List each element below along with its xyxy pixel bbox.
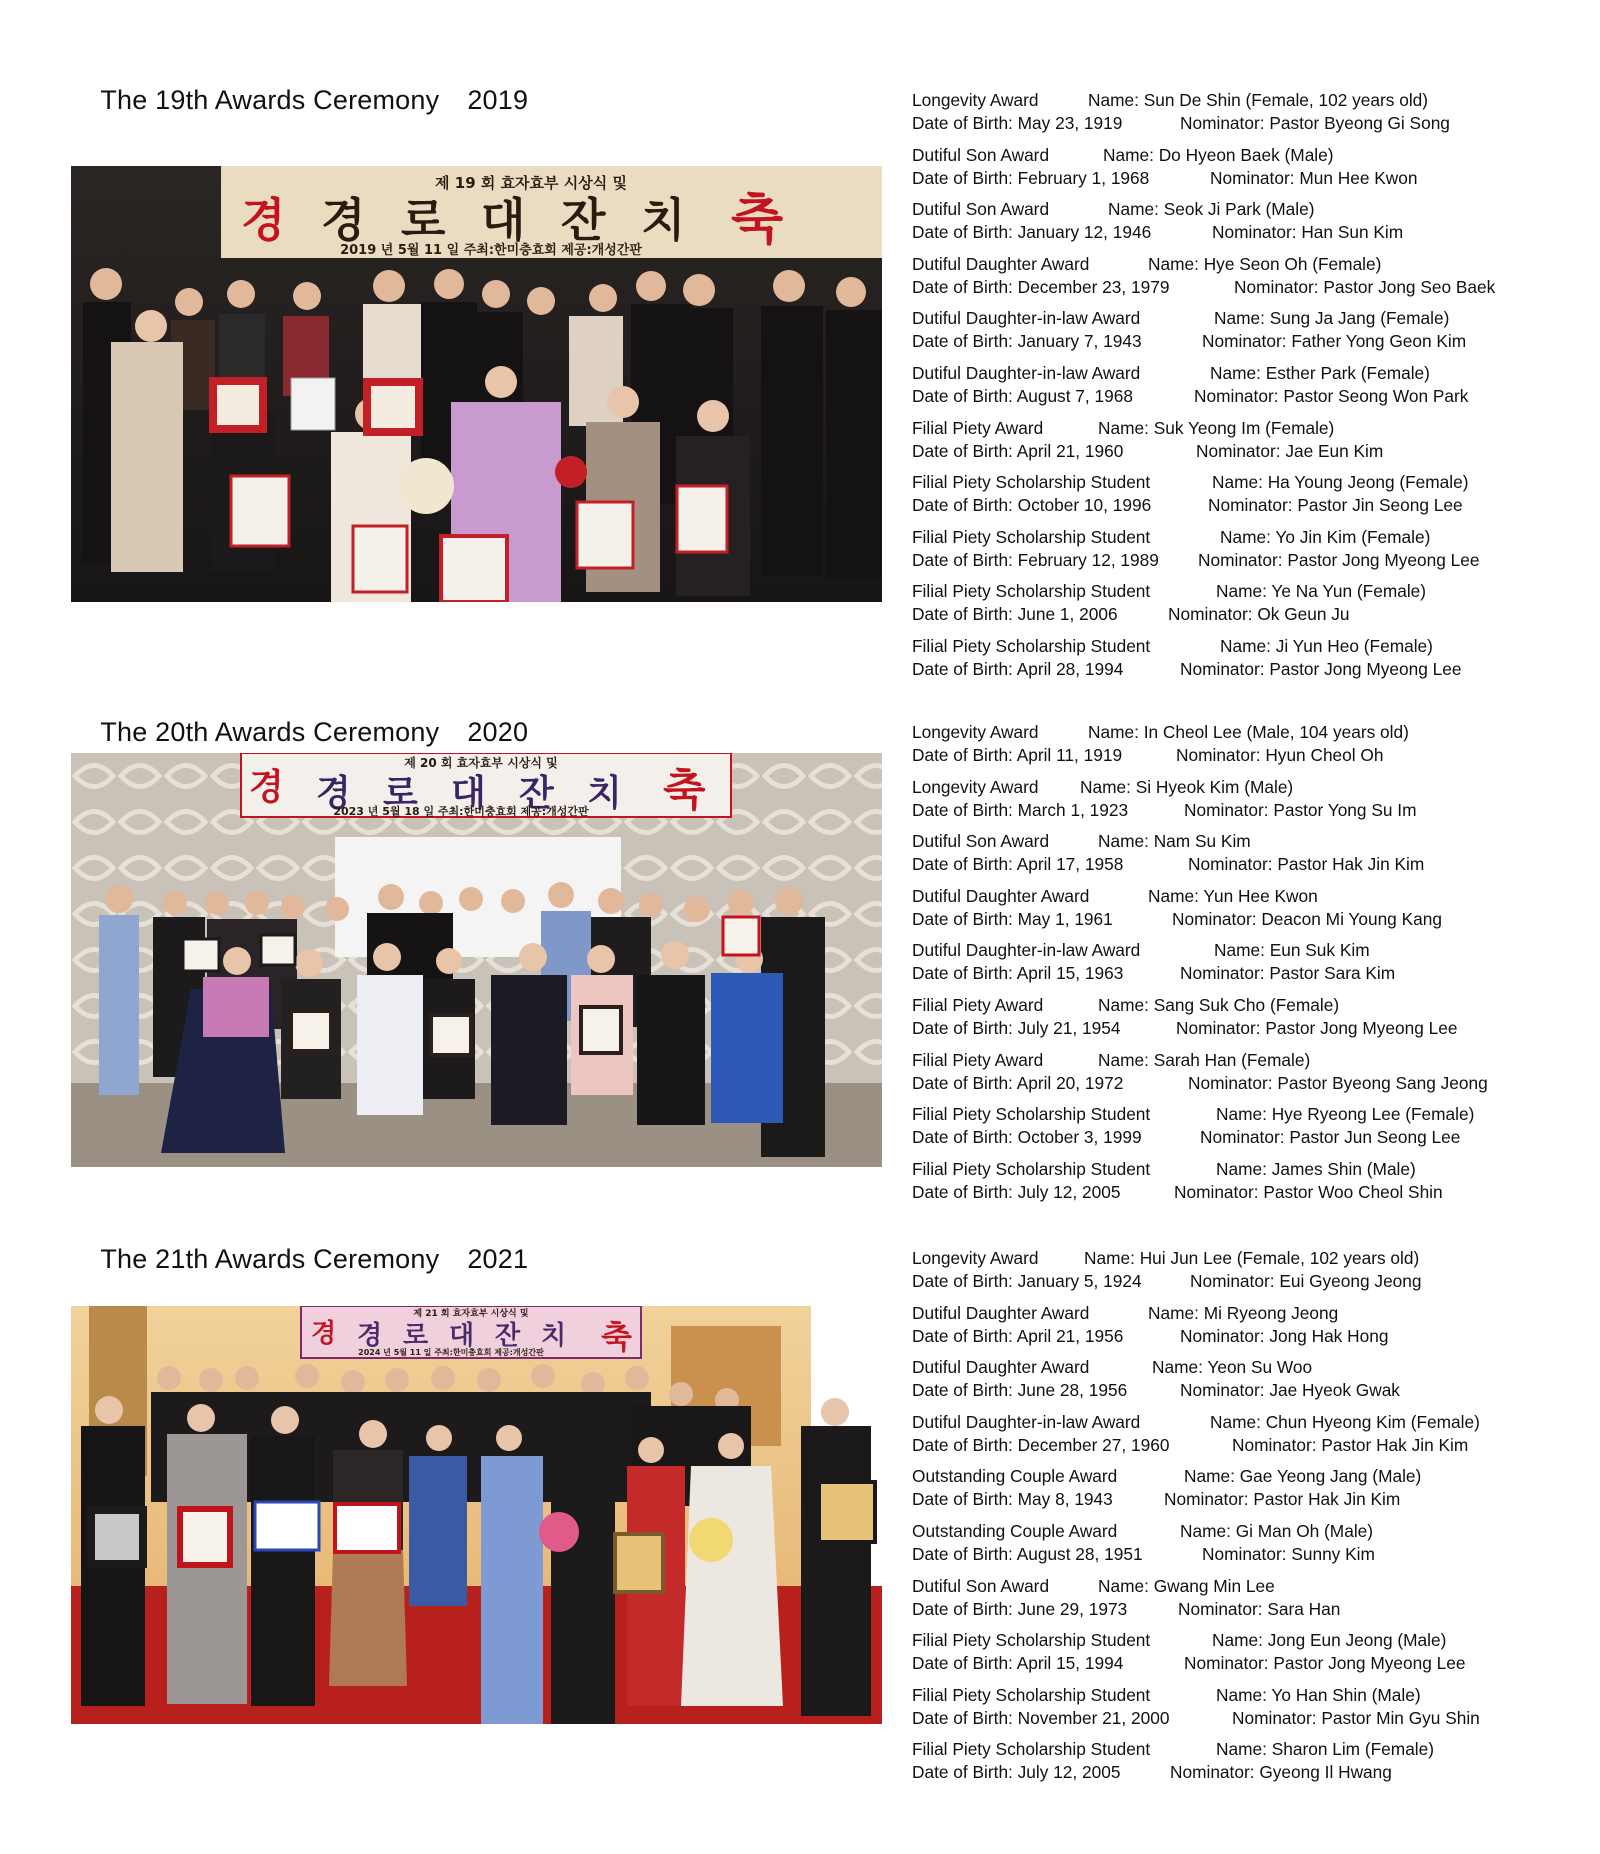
date-of-birth: Date of Birth: June 28, 1956 <box>912 1380 1128 1401</box>
nominator: Nominator: Pastor Yong Su Im <box>1184 799 1417 820</box>
date-of-birth: Date of Birth: April 20, 1972 <box>912 1072 1124 1093</box>
nominator: Nominator: Jong Hak Hong <box>1180 1325 1389 1346</box>
date-of-birth: Date of Birth: May 1, 1961 <box>912 908 1113 929</box>
date-of-birth: Date of Birth: July 12, 2005 <box>912 1762 1121 1783</box>
nominator: Nominator: Deacon Mi Young Kang <box>1172 908 1442 929</box>
svg-text:경: 경 <box>321 193 366 247</box>
date-of-birth: Date of Birth: April 15, 1963 <box>912 963 1124 984</box>
svg-text:축: 축 <box>663 765 706 816</box>
award-entry <box>912 1465 1572 1520</box>
svg-text:대: 대 <box>451 773 486 814</box>
recipient-name: Name: Ye Na Yun (Female) <box>1216 581 1427 602</box>
svg-text:경: 경 <box>357 1321 383 1351</box>
ceremony-year: 2019 <box>467 85 529 115</box>
recipient-name: Name: Ji Yun Heo (Female) <box>1220 635 1433 656</box>
date-of-birth: Date of Birth: April 28, 1994 <box>912 658 1124 679</box>
recipient-name: Name: Mi Ryeong Jeong <box>1148 1302 1339 1323</box>
ceremony-heading <box>70 1213 528 1306</box>
date-of-birth: Date of Birth: January 7, 1943 <box>912 331 1142 352</box>
date-of-birth: Date of Birth: December 23, 1979 <box>912 276 1170 297</box>
date-of-birth: Date of Birth: July 12, 2005 <box>912 1181 1121 1202</box>
date-of-birth: Date of Birth: October 10, 1996 <box>912 495 1152 516</box>
date-of-birth: Date of Birth: December 27, 1960 <box>912 1434 1170 1455</box>
nominator: Nominator: Pastor Byeong Gi Song <box>1180 113 1450 133</box>
award-type: Filial Piety Award <box>912 417 1044 438</box>
award-type: Dutiful Son Award <box>912 831 1050 852</box>
award-entry <box>912 1302 1572 1357</box>
nominator: Nominator: Sara Han <box>1178 1598 1341 1619</box>
recipient-name: Name: Sung Ja Jang (Female) <box>1214 308 1450 329</box>
date-of-birth: Date of Birth: February 1, 1968 <box>912 167 1150 188</box>
award-type: Filial Piety Scholarship Student <box>912 1158 1151 1179</box>
svg-text:치: 치 <box>641 193 686 247</box>
svg-text:대: 대 <box>481 193 526 247</box>
award-type: Filial Piety Scholarship Student <box>912 581 1151 602</box>
ceremony-title: The 21th Awards Ceremony <box>100 1244 440 1274</box>
nominator: Nominator: Gyeong Il Hwang <box>1170 1762 1392 1783</box>
date-of-birth: Date of Birth: August 28, 1951 <box>912 1543 1143 1564</box>
award-type: Outstanding Couple Award <box>912 1520 1118 1541</box>
nominator: Nominator: Pastor Jun Seong Lee <box>1200 1127 1461 1148</box>
ceremony-photo <box>71 1306 882 1724</box>
award-entry <box>912 1738 1572 1793</box>
svg-text:로: 로 <box>383 773 418 814</box>
recipient-name: Name: Suk Yeong Im (Female) <box>1098 417 1335 438</box>
svg-text:잔: 잔 <box>519 773 554 814</box>
date-of-birth: Date of Birth: July 21, 1954 <box>912 1017 1121 1038</box>
nominator: Nominator: Pastor Hak Jin Kim <box>1188 854 1425 875</box>
nominator: Nominator: Pastor Sara Kim <box>1180 963 1396 984</box>
ceremony-title: The 19th Awards Ceremony <box>100 85 440 115</box>
award-type: Outstanding Couple Award <box>912 1466 1118 1487</box>
date-of-birth: Date of Birth: May 8, 1943 <box>912 1489 1113 1510</box>
date-of-birth: Date of Birth: April 11, 1919 <box>912 745 1123 765</box>
banner-top-text: 제 21 회 효자효부 시상식 및 <box>413 1309 529 1319</box>
recipient-name: Name: Esther Park (Female) <box>1210 362 1430 383</box>
award-type: Filial Piety Scholarship Student <box>912 1104 1151 1125</box>
award-type: Dutiful Daughter-in-law Award <box>912 940 1141 961</box>
banner-top-text: 제 19 회 효자효부 시상식 및 <box>435 174 627 192</box>
recipient-name: Name: Eun Suk Kim <box>1214 940 1370 961</box>
award-type: Filial Piety Scholarship Student <box>912 1739 1151 1760</box>
svg-text:잔: 잔 <box>561 193 606 247</box>
svg-text:축: 축 <box>601 1318 632 1356</box>
award-type: Longevity Award <box>912 90 1039 110</box>
award-type: Dutiful Daughter Award <box>912 885 1090 906</box>
nominator: Nominator: Pastor Hak Jin Kim <box>1164 1489 1401 1510</box>
award-type: Filial Piety Scholarship Student <box>912 1630 1151 1651</box>
banner-bottom-text: 2023 년 5월 18 일 주최:한미충효회 제공:개성간판 <box>333 805 589 818</box>
svg-text:치: 치 <box>587 773 622 814</box>
date-of-birth: Date of Birth: May 23, 1919 <box>912 113 1123 133</box>
svg-text:경: 경 <box>249 767 284 808</box>
banner-bottom-text: 2019 년 5월 11 일 주최:한미충효회 제공:개성간판 <box>340 243 642 258</box>
banner-bottom-text: 2024 년 5월 11 일 주최:한미충효회 제공:개성간판 <box>358 1348 544 1357</box>
nominator: Nominator: Sunny Kim <box>1202 1543 1375 1564</box>
nominator: Nominator: Pastor Byeong Sang Jeong <box>1188 1072 1488 1093</box>
date-of-birth: Date of Birth: November 21, 2000 <box>912 1707 1170 1728</box>
award-list <box>912 1247 1572 1793</box>
date-of-birth: Date of Birth: January 5, 1924 <box>912 1271 1142 1291</box>
award-entry <box>912 1356 1572 1411</box>
nominator: Nominator: Jae Hyeok Gwak <box>1180 1380 1400 1401</box>
svg-text:로: 로 <box>401 193 446 247</box>
nominator: Nominator: Pastor Hak Jin Kim <box>1232 1434 1469 1455</box>
award-type: Dutiful Daughter-in-law Award <box>912 308 1141 329</box>
date-of-birth: Date of Birth: March 1, 1923 <box>912 799 1129 820</box>
nominator: Nominator: Pastor Seong Won Park <box>1194 385 1469 406</box>
award-type: Longevity Award <box>912 776 1039 797</box>
svg-text:경: 경 <box>311 1319 337 1349</box>
group-photo-image <box>71 1306 882 1724</box>
svg-text:경: 경 <box>316 773 351 814</box>
award-type: Dutiful Son Award <box>912 144 1050 165</box>
svg-text:잔: 잔 <box>495 1321 521 1351</box>
recipient-name: Name: Jong Eun Jeong (Male) <box>1212 1630 1447 1651</box>
recipient-name: Name: James Shin (Male) <box>1216 1158 1416 1179</box>
date-of-birth: Date of Birth: January 12, 1946 <box>912 222 1152 243</box>
nominator: Nominator: Ok Geun Ju <box>1168 604 1350 625</box>
award-entry <box>912 1520 1572 1575</box>
award-type: Dutiful Daughter Award <box>912 253 1090 274</box>
recipient-name: Name: Hui Jun Lee (Female, 102 years old) <box>1084 1248 1420 1268</box>
award-type: Dutiful Daughter-in-law Award <box>912 362 1141 383</box>
ceremony-year: 2021 <box>467 1244 529 1274</box>
recipient-name: Name: Chun Hyeong Kim (Female) <box>1210 1411 1480 1432</box>
date-of-birth: Date of Birth: June 1, 2006 <box>912 604 1118 625</box>
award-type: Filial Piety Scholarship Student <box>912 1684 1151 1705</box>
nominator: Nominator: Pastor Jong Myeong Lee <box>1180 658 1462 679</box>
date-of-birth: Date of Birth: February 12, 1989 <box>912 549 1159 570</box>
award-type: Dutiful Son Award <box>912 1575 1050 1596</box>
award-entry <box>912 1247 1572 1302</box>
svg-text:경: 경 <box>241 193 286 247</box>
award-type: Dutiful Daughter Award <box>912 1357 1090 1378</box>
award-type: Dutiful Daughter Award <box>912 1302 1090 1323</box>
recipient-name: Name: Yo Han Shin (Male) <box>1216 1684 1421 1705</box>
award-type: Dutiful Daughter-in-law Award <box>912 1411 1141 1432</box>
award-entry <box>912 1684 1572 1739</box>
award-type: Longevity Award <box>912 1248 1039 1268</box>
nominator: Nominator: Hyun Cheol Oh <box>1176 745 1384 765</box>
date-of-birth: Date of Birth: April 21, 1960 <box>912 440 1124 461</box>
nominator: Nominator: Mun Hee Kwon <box>1210 167 1418 188</box>
nominator: Nominator: Father Yong Geon Kim <box>1202 331 1467 352</box>
date-of-birth: Date of Birth: October 3, 1999 <box>912 1127 1142 1148</box>
nominator: Nominator: Pastor Jong Seo Baek <box>1234 276 1496 297</box>
recipient-name: Name: Gwang Min Lee <box>1098 1575 1275 1596</box>
award-type: Dutiful Son Award <box>912 199 1050 220</box>
recipient-name: Name: Yeon Su Woo <box>1152 1357 1313 1378</box>
date-of-birth: Date of Birth: June 29, 1973 <box>912 1598 1128 1619</box>
svg-text:치: 치 <box>541 1321 567 1351</box>
recipient-name: Name: Sang Suk Cho (Female) <box>1098 994 1340 1015</box>
award-type: Filial Piety Award <box>912 994 1044 1015</box>
award-type: Filial Piety Scholarship Student <box>912 635 1151 656</box>
recipient-name: Name: Yo Jin Kim (Female) <box>1220 526 1431 547</box>
recipient-name: Name: Hye Seon Oh (Female) <box>1148 253 1382 274</box>
award-type: Filial Piety Scholarship Student <box>912 526 1151 547</box>
recipient-name: Name: Nam Su Kim <box>1098 831 1251 852</box>
recipient-name: Name: Yun Hee Kwon <box>1148 885 1318 906</box>
award-entry <box>912 1411 1572 1466</box>
nominator: Nominator: Han Sun Kim <box>1212 222 1404 243</box>
ceremony-year: 2020 <box>467 717 529 747</box>
award-entry <box>912 1629 1572 1684</box>
nominator: Nominator: Pastor Jong Myeong Lee <box>1198 549 1480 570</box>
date-of-birth: Date of Birth: August 7, 1968 <box>912 385 1133 406</box>
ceremony-title: The 20th Awards Ceremony <box>100 717 440 747</box>
recipient-name: Name: Ha Young Jeong (Female) <box>1212 472 1469 493</box>
date-of-birth: Date of Birth: April 21, 1956 <box>912 1325 1124 1346</box>
date-of-birth: Date of Birth: April 15, 1994 <box>912 1653 1124 1674</box>
recipient-name: Name: Hye Ryeong Lee (Female) <box>1216 1104 1475 1125</box>
recipient-name: Name: Sun De Shin (Female, 102 years old) <box>1088 90 1429 110</box>
recipient-name: Name: Gae Yeong Jang (Male) <box>1184 1466 1422 1487</box>
nominator: Nominator: Pastor Min Gyu Shin <box>1232 1707 1480 1728</box>
nominator: Nominator: Pastor Jong Myeong Lee <box>1184 1653 1466 1674</box>
recipient-name: Name: Sarah Han (Female) <box>1098 1049 1311 1070</box>
recipient-name: Name: Seok Ji Park (Male) <box>1108 199 1315 220</box>
nominator: Nominator: Pastor Jong Myeong Lee <box>1176 1017 1458 1038</box>
date-of-birth: Date of Birth: April 17, 1958 <box>912 854 1124 875</box>
nominator: Nominator: Pastor Woo Cheol Shin <box>1174 1181 1443 1202</box>
svg-text:로: 로 <box>403 1321 429 1351</box>
nominator: Nominator: Pastor Jin Seong Lee <box>1208 495 1463 516</box>
nominator: Nominator: Eui Gyeong Jeong <box>1190 1271 1422 1291</box>
banner-top-text: 제 20 회 효자효부 시상식 및 <box>404 756 558 770</box>
recipient-name: Name: Gi Man Oh (Male) <box>1180 1520 1374 1541</box>
svg-text:대: 대 <box>449 1321 475 1351</box>
recipient-name: Name: Do Hyeon Baek (Male) <box>1103 144 1334 165</box>
nominator: Nominator: Jae Eun Kim <box>1196 440 1384 461</box>
svg-text:축: 축 <box>731 188 784 251</box>
award-type: Longevity Award <box>912 722 1039 742</box>
award-entry <box>912 1575 1572 1630</box>
recipient-name: Name: Sharon Lim (Female) <box>1216 1739 1435 1760</box>
award-type: Filial Piety Scholarship Student <box>912 472 1151 493</box>
award-type: Filial Piety Award <box>912 1049 1044 1070</box>
recipient-name: Name: Si Hyeok Kim (Male) <box>1080 776 1294 797</box>
recipient-name: Name: In Cheol Lee (Male, 104 years old) <box>1088 722 1409 742</box>
